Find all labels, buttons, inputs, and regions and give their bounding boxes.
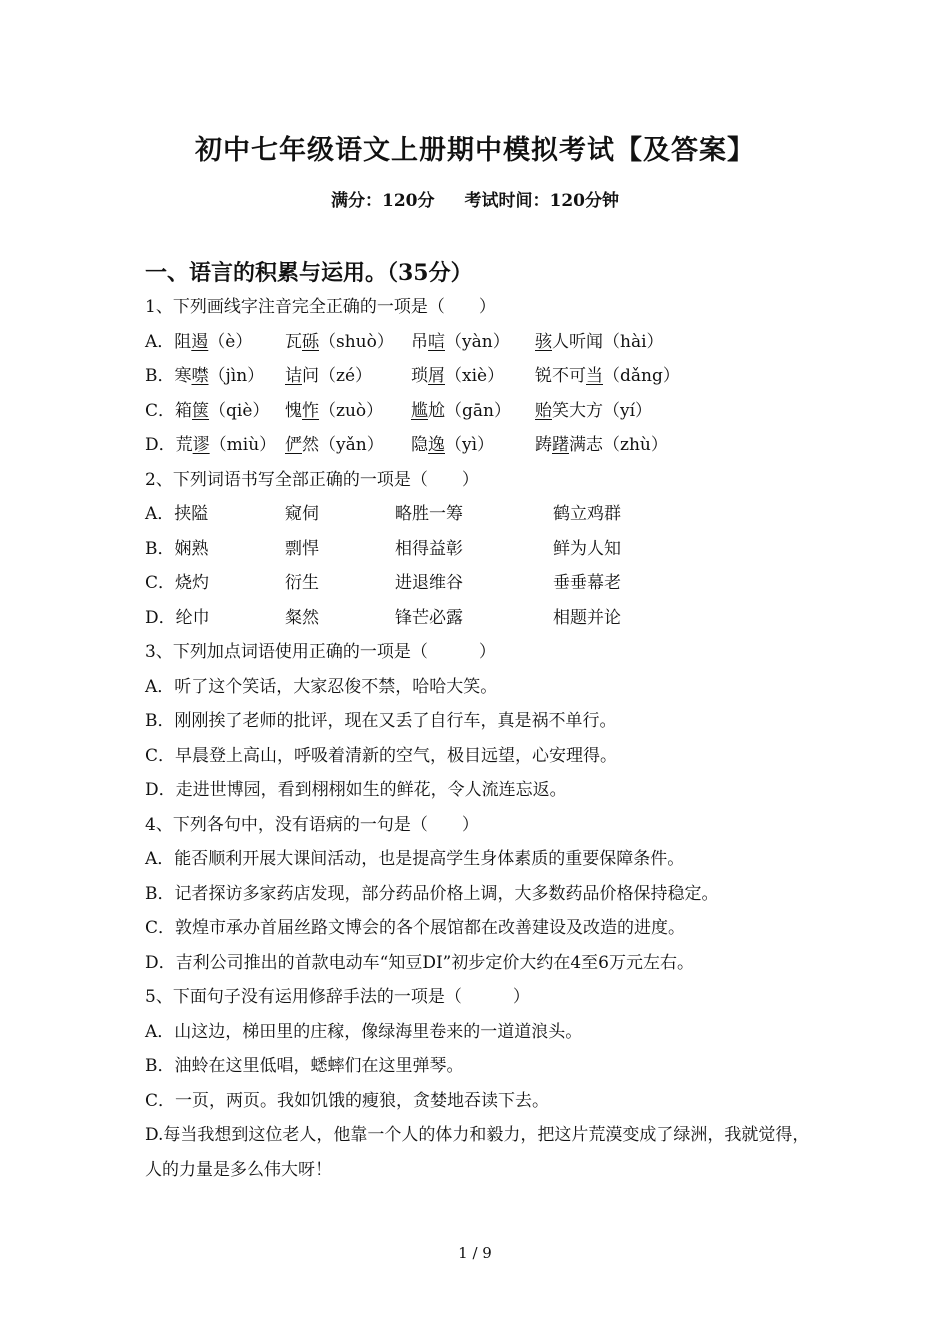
word-cell: B．娴熟	[145, 538, 209, 559]
underlined-char: 噤	[191, 366, 209, 386]
question-3-stem: 3、下列加点词语使用正确的一项是（ ）	[145, 642, 496, 662]
word-cell: 鲜为人知	[553, 538, 621, 559]
page-number: 1 / 9	[458, 1244, 492, 1262]
option-row	[145, 497, 825, 532]
word-cell: 垂垂幕老	[553, 573, 621, 593]
word-cell: 剽悍	[285, 538, 319, 559]
word-cell: 锋芒必露	[395, 607, 463, 628]
option-row	[145, 566, 825, 601]
underlined-char: 遏	[191, 331, 209, 352]
question-5-option-c: C．一页，两页。我如饥饿的瘦狼，贪婪地吞读下去。	[145, 1090, 550, 1111]
page-title: 初中七年级语文上册期中模拟考试【及答案】	[195, 135, 755, 166]
question-4-option-d: D．吉利公司推出的首款电动车“知豆DI”初步定价大约在4至6万元左右。	[145, 952, 694, 973]
option-cell: C．箱箧（qiè）	[145, 400, 270, 421]
full-score: 满分：120分	[331, 191, 435, 211]
underlined-char: 贻	[535, 400, 552, 421]
word-cell: 进退维谷	[395, 573, 463, 593]
question-4-option-a: A．能否顺利开展大课间活动，也是提高学生身体素质的重要保障条件。	[145, 849, 685, 869]
option-cell: D．荒谬（miù）	[145, 435, 277, 455]
option-row	[145, 325, 825, 360]
word-cell: D．纶巾	[145, 607, 210, 628]
question-4-stem: 4、下列各句中，没有语病的一句是（ ）	[145, 814, 479, 835]
question-4-option-b: B．记者探访多家药店发现，部分药品价格上调，大多数药品价格保持稳定。	[145, 883, 719, 904]
option-cell: 俨然（yǎn）	[285, 435, 384, 455]
option-cell: 吊唁（yàn）	[411, 331, 510, 352]
question-2-stem: 2、下列词语书写全部正确的一项是（ ）	[145, 469, 479, 490]
underlined-char: 唁	[428, 331, 445, 352]
underlined-char: 躇	[552, 435, 569, 455]
underlined-char: 屑	[428, 366, 445, 386]
word-cell: A．挟隘	[145, 504, 209, 524]
word-cell: 鹤立鸡群	[553, 504, 621, 524]
option-cell: B．寒噤（jìn）	[145, 366, 265, 386]
word-cell: 相得益彰	[395, 538, 463, 559]
option-row	[145, 359, 825, 394]
underlined-char: 尴	[411, 400, 428, 421]
option-cell: 瓦砾（shuò）	[285, 331, 394, 352]
question-3-option-b: B．刚刚挨了老师的批评，现在又丢了自行车，真是祸不单行。	[145, 711, 617, 731]
option-cell: 隐逸（yì）	[411, 435, 495, 455]
question-list	[145, 290, 825, 1187]
word-cell: 粲然	[285, 607, 319, 628]
exam-time: 考试时间：120分钟	[464, 191, 619, 211]
question-5-option-d: D.每当我想到这位老人，他靠一个人的体力和毅力，把这片荒漠变成了绿洲，我就觉得，人的力量是多么伟大呀！	[145, 1125, 810, 1180]
underlined-char: 怍	[302, 400, 319, 421]
word-cell: 相题并论	[553, 607, 621, 628]
underlined-char: 箧	[192, 400, 210, 421]
option-cell: A．阻遏（è）	[145, 331, 253, 352]
underlined-char: 逸	[428, 435, 445, 455]
word-cell: 衍生	[285, 573, 319, 593]
option-cell: 尴尬（gān）	[411, 400, 511, 421]
option-cell: 愧怍（zuò）	[285, 400, 384, 421]
option-row	[145, 532, 825, 567]
option-cell: 贻笑大方（yí）	[535, 400, 653, 421]
underlined-char: 砾	[302, 331, 319, 352]
question-3-option-d: D．走进世博园，看到栩栩如生的鲜花，令人流连忘返。	[145, 780, 567, 800]
exam-info	[0, 186, 950, 211]
question-5-option-a: A．山这边，梯田里的庄稼，像绿海里卷来的一道道浪头。	[145, 1021, 583, 1042]
option-cell: 琐屑（xiè）	[411, 366, 505, 386]
question-3-option-c: C．早晨登上高山，呼吸着清新的空气，极目远望，心安理得。	[145, 745, 618, 766]
option-cell: 踌躇满志（zhù）	[535, 435, 668, 455]
word-cell: 略胜一筹	[395, 504, 463, 524]
underlined-char: 俨	[285, 435, 302, 455]
option-cell: 骇人听闻（hài）	[535, 331, 664, 352]
question-5-stem: 5、下面句子没有运用修辞手法的一项是（ ）	[145, 987, 530, 1007]
section-heading: 一、语言的积累与运用。（35分）	[145, 260, 473, 286]
word-cell: 窥伺	[285, 504, 319, 524]
underlined-char: 骇	[535, 331, 552, 352]
question-3-option-a: A．听了这个笑话，大家忍俊不禁，哈哈大笑。	[145, 676, 498, 697]
option-cell: 诘问（zé）	[285, 366, 373, 386]
option-row	[145, 394, 825, 429]
underlined-char: 当	[586, 366, 603, 386]
question-1-stem: 1、下列画线字注音完全正确的一项是（ ）	[145, 297, 496, 317]
underlined-char: 诘	[285, 366, 302, 386]
option-row	[145, 601, 825, 636]
question-5-option-b: B．油蛉在这里低唱，蟋蟀们在这里弹琴。	[145, 1056, 464, 1076]
word-cell: C．烧灼	[145, 573, 210, 593]
option-cell: 锐不可当（dǎng）	[535, 366, 680, 386]
question-4-option-c: C．敦煌市承办首届丝路文博会的各个展馆都在改善建设及改造的进度。	[145, 918, 686, 938]
question-2-options	[145, 497, 825, 635]
question-1-options	[145, 325, 825, 463]
underlined-char: 谬	[192, 435, 210, 455]
option-row	[145, 428, 825, 463]
